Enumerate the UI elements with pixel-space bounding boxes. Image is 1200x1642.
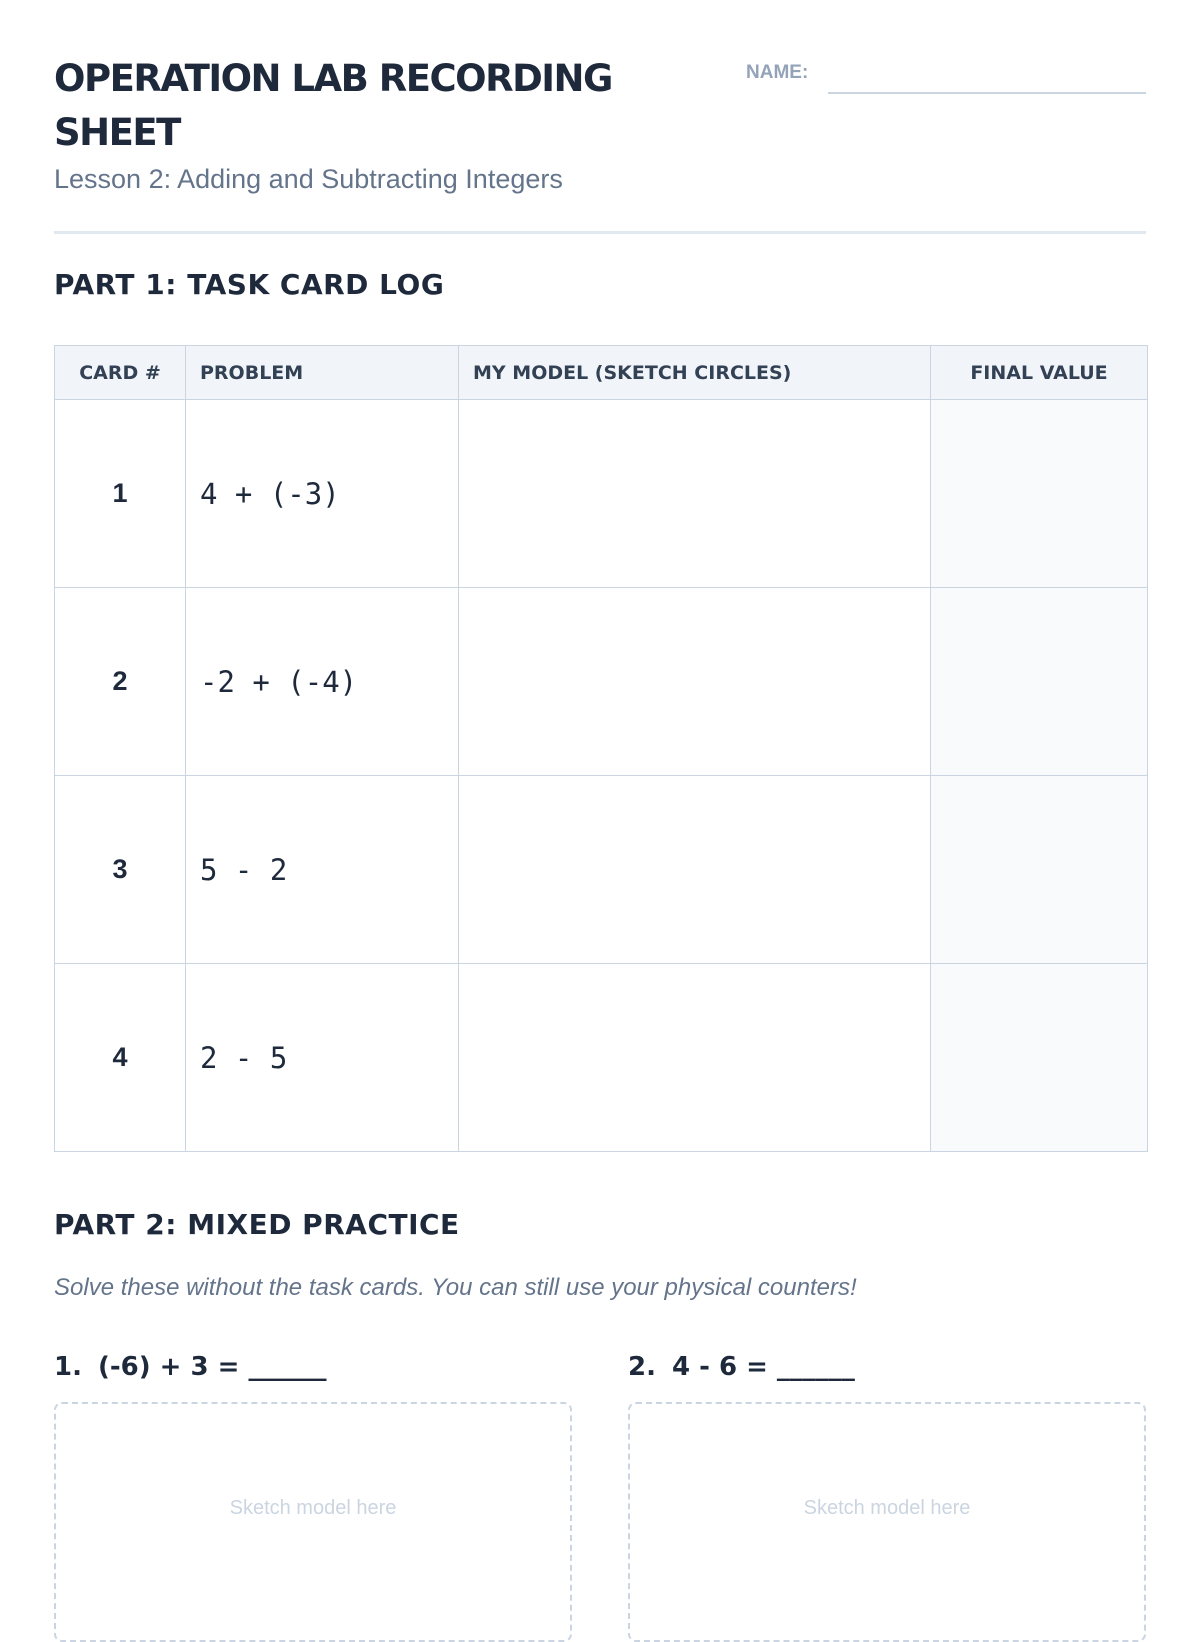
name-field[interactable]	[828, 92, 1146, 94]
sketch-placeholder: Sketch model here	[229, 1497, 397, 1519]
task-card-log-table	[54, 345, 1148, 1152]
problem-cell: 4 + (-3)	[186, 400, 459, 588]
model-sketch-cell[interactable]	[459, 776, 931, 964]
problem-cell: 5 - 2	[186, 776, 459, 964]
column-header-problem: PROBLEM	[186, 346, 459, 400]
sketch-area-1[interactable]	[54, 1402, 572, 1642]
part2-instructions: Solve these without the task cards. You can still use your physical counters!	[54, 1274, 857, 1301]
model-sketch-cell[interactable]	[459, 588, 931, 776]
question-number: 2.	[628, 1352, 656, 1382]
problem-cell: 2 - 5	[186, 964, 459, 1152]
card-number-cell: 2	[55, 588, 186, 776]
question-number: 1.	[54, 1352, 82, 1382]
part1-heading: PART 1: TASK CARD LOG	[54, 268, 445, 301]
problem-cell: -2 + (-4)	[186, 588, 459, 776]
sketch-placeholder: Sketch model here	[803, 1497, 971, 1519]
table-row	[55, 588, 1148, 776]
table-row	[55, 776, 1148, 964]
final-value-cell[interactable]	[931, 588, 1148, 776]
model-sketch-cell[interactable]	[459, 400, 931, 588]
question-text: (-6) + 3 = ______	[97, 1352, 327, 1382]
worksheet-header	[54, 0, 1146, 234]
model-sketch-cell[interactable]	[459, 964, 931, 1152]
page-title: OPERATION LAB RECORDING SHEET	[54, 57, 612, 154]
sketch-area-2[interactable]	[628, 1402, 1146, 1642]
practice-question-2	[628, 1352, 855, 1382]
card-number-cell: 4	[55, 964, 186, 1152]
card-number-cell: 3	[55, 776, 186, 964]
column-header-card: CARD #	[55, 346, 186, 400]
worksheet-page	[54, 0, 1146, 1519]
part2-heading: PART 2: MIXED PRACTICE	[54, 1208, 460, 1241]
table-header-row	[55, 346, 1148, 400]
practice-question-1	[54, 1352, 326, 1382]
column-header-model: MY MODEL (SKETCH CIRCLES)	[459, 346, 931, 400]
final-value-cell[interactable]	[931, 964, 1148, 1152]
table-row	[55, 964, 1148, 1152]
final-value-cell[interactable]	[931, 400, 1148, 588]
table-row	[55, 400, 1148, 588]
final-value-cell[interactable]	[931, 776, 1148, 964]
name-label: NAME:	[746, 62, 809, 83]
lesson-subtitle: Lesson 2: Adding and Subtracting Integers	[54, 164, 563, 194]
card-number-cell: 1	[55, 400, 186, 588]
column-header-final-value: FINAL VALUE	[931, 346, 1148, 400]
question-text: 4 - 6 = ______	[671, 1352, 855, 1382]
